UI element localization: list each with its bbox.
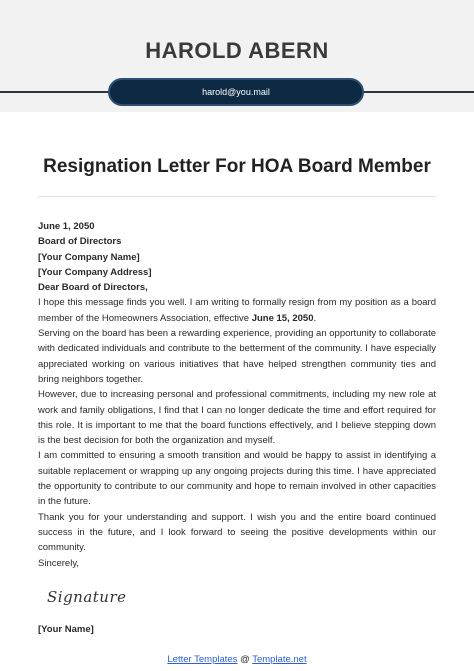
paragraph-2: Serving on the board has been a rewarding experience, providing an opportunity to collaborate with dedicated individuals and contribute to the betterment of the community. I have especially appreciated working on various initiatives that have helped strengthen community ties and bring neighbors together. (38, 328, 436, 385)
salutation: Dear Board of Directors, (38, 282, 148, 294)
footer (0, 654, 474, 665)
title-divider (38, 196, 436, 197)
company-name: [Your Company Name] (38, 251, 140, 263)
paragraph-1-end: . (313, 312, 317, 324)
email-badge: harold@you.mail (108, 78, 364, 106)
paragraph-5: Thank you for your understanding and support. I wish you and the entire board continued success in the future, and I look forward to seeing the positive developments within our community. (38, 511, 436, 554)
effective-date: June 15, 2050 (251, 312, 314, 324)
recipient: Board of Directors (38, 236, 122, 248)
letter-date: June 1, 2050 (38, 221, 95, 232)
signer-name: [Your Name] (38, 624, 94, 635)
paragraph-1-text: I hope this message finds you well. I am writing to formally resign from my position as a board member of the Homeowners Association, effective (38, 297, 436, 324)
letterhead (0, 0, 474, 112)
letter-templates-link[interactable]: Letter Templates (167, 654, 238, 665)
document-title: Resignation Letter For HOA Board Member (43, 156, 431, 177)
letter-body (38, 219, 436, 571)
sender-name: HAROLD ABERN (145, 38, 329, 63)
paragraph-1 (38, 295, 436, 326)
paragraph-4: I am committed to ensuring a smooth transition and would be happy to assist in identifying a suitable replacement or wrapping up any ongoing projects during this time. I have appreciated the opportunity to contribute to our community and hope to remain involved in other capacities in the future. (38, 450, 436, 508)
paragraph-3: However, due to increasing personal and professional commitments, including my new role at work and family obligations, I find that I can no longer dedicate the time and effort required for this role. It is important to me that the board functions effectively, and I believe stepping down is the best decision for both the organization and myself. (38, 389, 436, 447)
company-address: [Your Company Address] (38, 266, 152, 278)
signature: Signature (47, 588, 127, 606)
closing: Sincerely, (38, 557, 80, 569)
template-net-link[interactable]: Template.net (252, 654, 307, 665)
footer-separator: @ (237, 654, 253, 665)
